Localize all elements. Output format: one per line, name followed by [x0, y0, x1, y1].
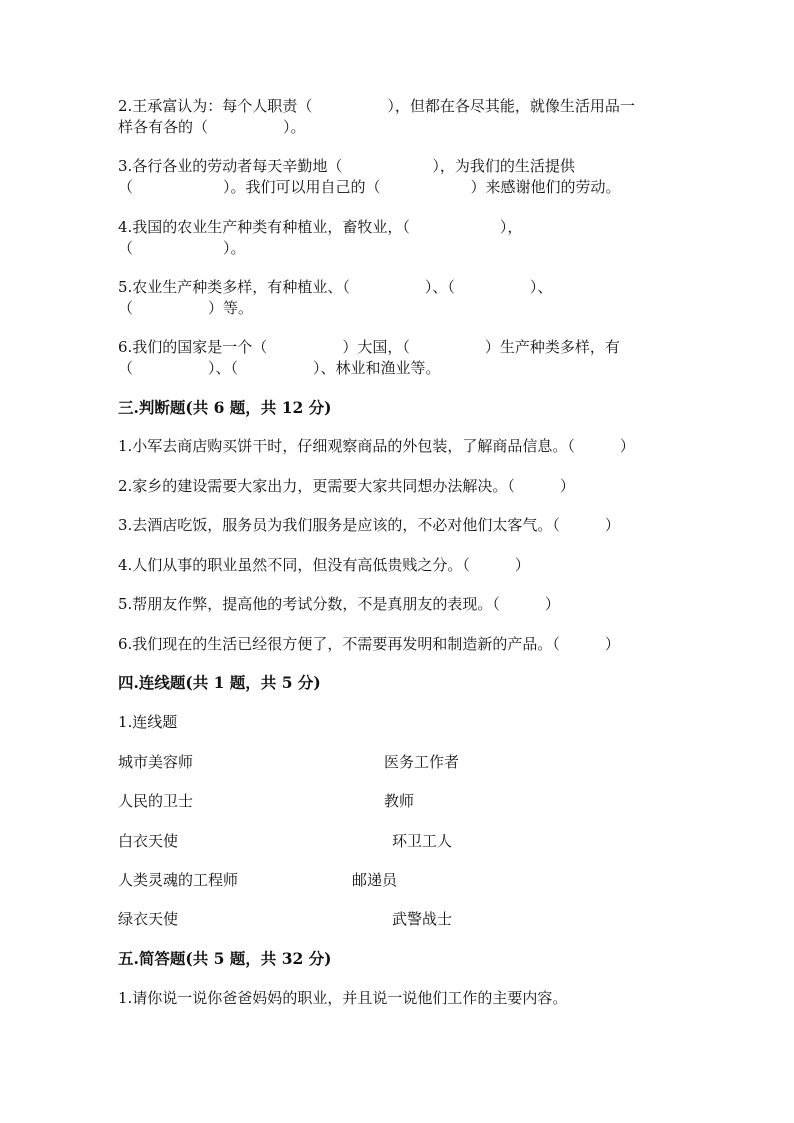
- matching-right-4: 邮递员: [352, 871, 398, 889]
- judge-item-3: 3.去酒店吃饭，服务员为我们服务是应该的，不必对他们太客气。（ ）: [118, 516, 620, 534]
- section-4-title: 四.连线题(共 1 题，共 5 分): [118, 673, 321, 692]
- matching-right-1: 医务工作者: [384, 753, 460, 771]
- fill-item-2-line-1: 2.王承富认为：每个人职责（ ），但都在各尽其能，就像生活用品一: [118, 97, 635, 115]
- matching-left-4: 人类灵魂的工程师: [118, 871, 239, 889]
- matching-right-2: 教师: [384, 792, 415, 810]
- fill-item-5-line-1: 5.农业生产种类多样，有种植业、（ ）、（ ）、: [118, 278, 553, 296]
- matching-left-5: 绿衣天使: [118, 910, 179, 928]
- matching-left-1: 城市美容师: [118, 753, 194, 771]
- fill-item-3-line-1: 3.各行各业的劳动者每天辛勤地（ ），为我们的生活提供: [118, 157, 575, 175]
- judge-item-6: 6.我们现在的生活已经很方便了，不需要再发明和制造新的产品。（ ）: [118, 635, 620, 653]
- judge-item-1: 1.小军去商店购买饼干时，仔细观察商品的外包装，了解商品信息。（ ）: [118, 437, 635, 455]
- fill-item-5-line-2: （ ）等。: [118, 299, 254, 317]
- matching-subtitle: 1.连线题: [118, 713, 178, 731]
- fill-item-4-line-1: 4.我国的农业生产种类有种植业，畜牧业，（ ），: [118, 218, 523, 236]
- fill-item-6-line-2: （ ）、（ ）、林业和渔业等。: [118, 359, 441, 377]
- judge-item-2: 2.家乡的建设需要大家出力，更需要大家共同想办法解决。（ ）: [118, 477, 575, 495]
- fill-item-3-line-2: （ ）。我们可以用自己的（ ）来感谢他们的劳动。: [118, 178, 621, 196]
- matching-left-2: 人民的卫士: [118, 792, 194, 810]
- judge-item-5: 5.帮朋友作弊，提高他的考试分数，不是真朋友的表现。（ ）: [118, 595, 560, 613]
- section-3-title: 三.判断题(共 6 题，共 12 分): [118, 398, 332, 417]
- matching-left-3: 白衣天使: [118, 832, 179, 850]
- section-5-title: 五.简答题(共 5 题，共 32 分): [118, 949, 332, 968]
- short-answer-item-1: 1.请你说一说你爸爸妈妈的职业，并且说一说他们工作的主要内容。: [118, 989, 568, 1007]
- fill-item-2-line-2: 样各有各的（ ）。: [118, 118, 306, 136]
- judge-item-4: 4.人们从事的职业虽然不同，但没有高低贵贱之分。（ ）: [118, 556, 530, 574]
- matching-right-5: 武警战士: [392, 910, 453, 928]
- fill-item-4-line-2: （ ）。: [118, 239, 246, 257]
- matching-right-3: 环卫工人: [392, 832, 453, 850]
- fill-item-6-line-1: 6.我们的国家是一个（ ）大国，（ ）生产种类多样，有: [118, 338, 620, 356]
